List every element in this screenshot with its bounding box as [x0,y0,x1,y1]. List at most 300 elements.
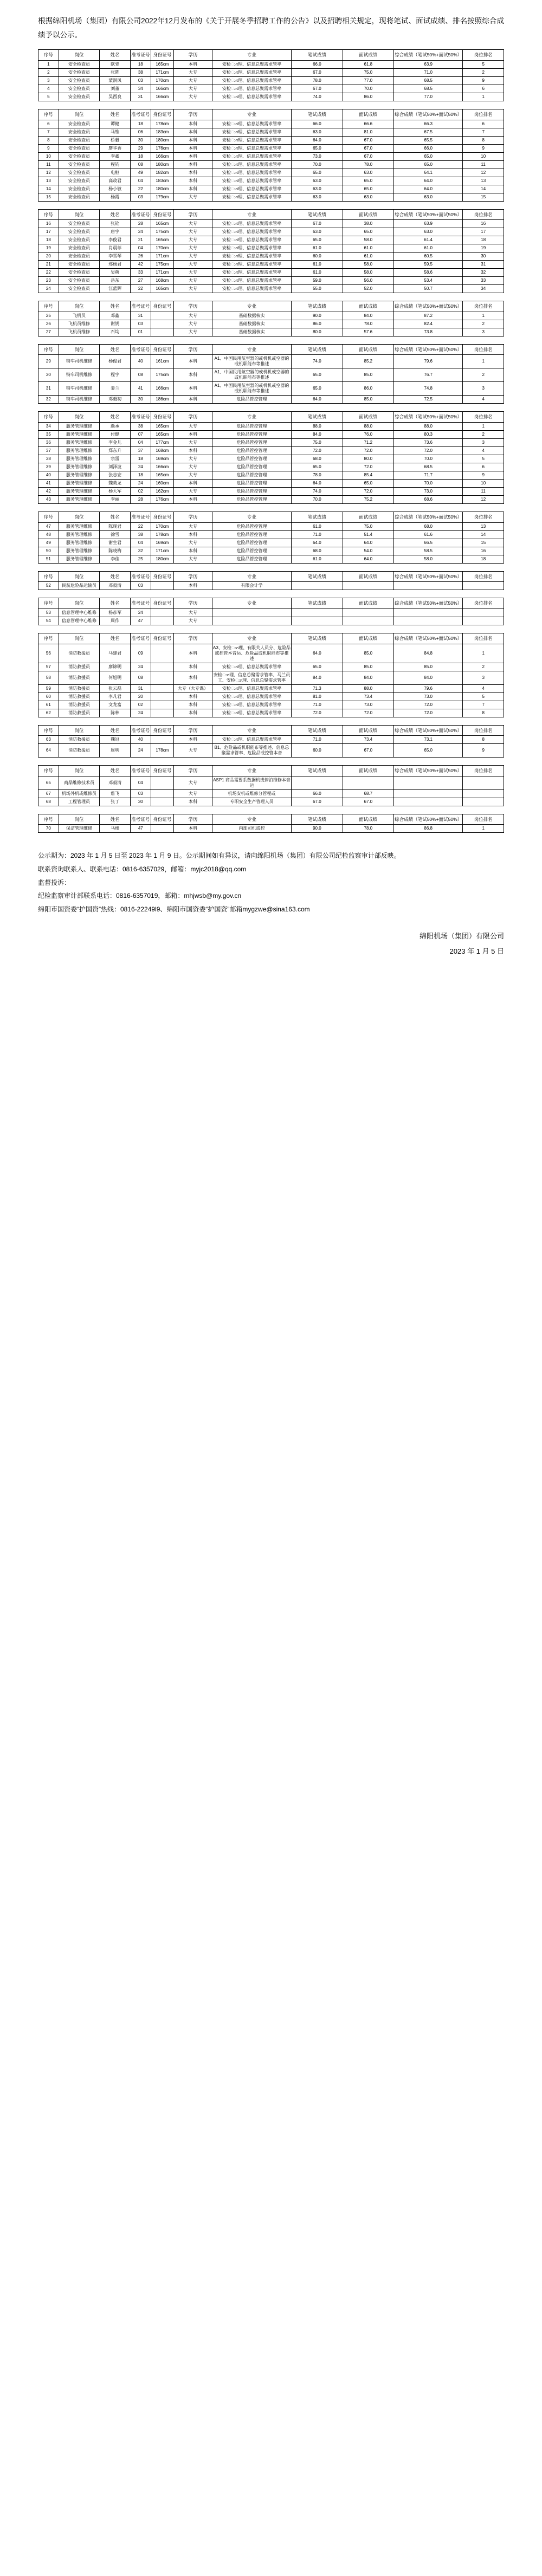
table-cell: 安检ುಗ理、信息总聚需求管率 [212,663,291,671]
table-cell: 24 [130,663,151,671]
table-cell: 6 [463,85,504,93]
table-cell: 服务管理维修 [59,539,100,547]
column-header: 笔试成绩 [292,209,343,220]
column-header: 序号 [38,512,59,523]
table-cell: 安检ುಗ理、信息总聚需求管率 [212,169,291,177]
column-header: 岗位排名 [463,50,504,61]
table-cell: 51 [38,555,59,563]
table-row [38,736,504,744]
table-row [38,530,504,539]
table-cell: 74.0 [292,488,343,496]
table-cell: 工程管理员 [59,798,100,806]
table-cell: 67.0 [343,798,393,806]
table-cell: 邓毅清 [100,582,131,590]
table-cell: 90.0 [292,312,343,320]
table-cell: 8 [463,736,504,744]
table-row [38,789,504,798]
column-header: 岗位排名 [463,766,504,776]
table-cell: 40 [130,355,151,368]
table-cell: 服务管理维修 [59,530,100,539]
table-row [38,798,504,806]
column-header: 身份证号 [151,512,173,523]
table-cell: 175cm [151,261,173,269]
column-header: 面试成绩 [343,725,393,736]
table-cell: 颜承 [100,423,131,431]
table-cell: 6 [38,120,59,128]
table-cell [151,709,173,717]
table-cell: 63.0 [343,193,393,201]
table-row [38,447,504,455]
table-cell: 33 [463,277,504,285]
column-header: 姓名 [100,571,131,582]
table-cell: 68.5 [393,463,462,471]
table-cell: 63.9 [393,60,462,68]
column-header: 岗位排名 [463,209,504,220]
table-header-row [38,633,504,644]
table-cell: 4 [463,684,504,692]
column-header: 综合成绩（笔试50%+面试50%） [393,209,462,220]
table-cell: 66.0 [292,60,343,68]
table-cell: 12 [463,496,504,504]
table-cell: 66.5 [393,539,462,547]
table-cell: 消防救援员 [59,663,100,671]
results-table [38,411,504,504]
table-cell: 文龙富 [100,701,131,709]
column-header: 笔试成绩 [292,109,343,120]
table-cell: 18 [130,120,151,128]
table-cell: 57 [38,663,59,671]
column-header: 序号 [38,412,59,423]
table-cell: 危险品管控管理 [212,455,291,463]
table-cell: 165cm [151,285,173,293]
table-cell: 81.0 [343,128,393,136]
column-header: 准考证号 [130,412,151,423]
table-cell: 61.8 [343,60,393,68]
table-header-row [38,301,504,312]
table-cell: 171cm [151,253,173,261]
table-row [38,228,504,236]
table-cell: 安全检查员 [59,177,100,185]
table-cell: 服务管理维修 [59,555,100,563]
table-cell: 30 [130,396,151,404]
table-cell: 73.0 [393,692,462,701]
table-cell [343,776,393,789]
column-header: 岗位 [59,633,100,644]
table-cell: 171cm [151,269,173,277]
table-cell: 李金儿 [100,439,131,447]
table-cell: 飞机员维修 [59,320,100,328]
table-cell: 86.0 [292,320,343,328]
table-row [38,261,504,269]
table-cell: 63.0 [292,185,343,193]
table-cell: 58.0 [343,236,393,244]
column-header: 岗位 [59,598,100,609]
column-header: 面试成绩 [343,512,393,523]
table-cell [393,609,462,617]
table-cell: 64.0 [393,185,462,193]
table-cell: 机场安机或维修分管程或 [212,789,291,798]
table-cell: 本科 [174,692,212,701]
table-cell: 谭健 [100,120,131,128]
table-row [38,120,504,128]
table-cell: 78.0 [292,76,343,85]
table-cell: 本科 [174,798,212,806]
table-cell: 180cm [151,185,173,193]
table-cell [393,776,462,789]
column-header: 学历 [174,633,212,644]
table-cell: 危险品管控管理 [212,447,291,455]
table-cell [151,320,173,328]
table-cell: 70.0 [393,455,462,463]
table-cell: 79.6 [393,355,462,368]
table-cell [463,582,504,590]
table-cell: 何旭明 [100,671,131,684]
table-cell: 165cm [151,220,173,228]
table-cell: 63.0 [393,193,462,201]
table-row [38,76,504,85]
column-header: 面试成绩 [343,412,393,423]
table-cell: 162cm [151,488,173,496]
table-cell: 张丁 [100,798,131,806]
table-cell: 5 [463,692,504,701]
column-header: 岗位 [59,412,100,423]
table-cell: 岳东 [100,277,131,285]
column-header: 笔试成绩 [292,301,343,312]
table-cell [343,582,393,590]
column-header: 准考证号 [130,209,151,220]
column-header: 面试成绩 [343,209,393,220]
results-table [38,633,504,717]
table-cell: 84.0 [292,431,343,439]
table-cell: 53.4 [393,277,462,285]
table-cell: 安全检查员 [59,68,100,76]
notice-intro: 根据绵阳机场（集团）有限公司2022年12月发布的《关于开展冬季招聘工作的公告》以及招聘相关规定，现将笔试、面试成绩、排名按照综合成绩予以公示。 [38,17,504,39]
column-header: 姓名 [100,109,131,120]
table-cell: 80.0 [343,455,393,463]
column-header: 准考证号 [130,598,151,609]
table-cell: 4 [463,447,504,455]
table-cell: 大专 [174,320,212,328]
table-cell [151,701,173,709]
table-cell: 178cm [151,744,173,758]
table-cell: 危险品管控管理 [212,396,291,404]
table-cell: 刘董 [100,85,131,93]
table-cell: 50 [38,547,59,555]
table-cell: 大专 [174,277,212,285]
table-cell: 59.5 [393,261,462,269]
table-cell: 危险品管控管理 [212,522,291,530]
table-cell: 11 [38,160,59,169]
table-cell: 67.0 [292,798,343,806]
table-cell: 服务管理维修 [59,447,100,455]
column-header: 学历 [174,301,212,312]
table-cell: 41 [38,480,59,488]
table-cell: 安检ುಗ理、信息总聚需求管率 [212,128,291,136]
table-cell: 63.0 [292,128,343,136]
table-cell: 本科 [174,152,212,160]
table-cell: 65.0 [343,228,393,236]
table-cell: 安全检查员 [59,160,100,169]
column-header: 姓名 [100,725,131,736]
table-cell: 65.0 [292,144,343,152]
results-table [38,301,504,336]
column-header: 姓名 [100,814,131,825]
table-cell: 40 [38,471,59,480]
table-cell: 58.5 [393,547,462,555]
table-cell: 32 [130,547,151,555]
column-header: 综合成绩（笔试50%+面试50%） [393,109,462,120]
column-header: 身份证号 [151,571,173,582]
table-cell: 30 [130,798,151,806]
table-cell: 64.0 [292,136,343,144]
table-cell: 180cm [151,555,173,563]
table-cell: 3 [463,439,504,447]
table-cell: 大专 [174,423,212,431]
table-cell: 25 [38,312,59,320]
table-cell: 危险品管控管理 [212,547,291,555]
table-cell: 65.0 [292,382,343,396]
table-cell: 消防救援员 [59,744,100,758]
table-cell [463,776,504,789]
table-cell: 服务管理维修 [59,547,100,555]
results-table [38,571,504,591]
table-cell [151,798,173,806]
table-cell: 安全检查员 [59,269,100,277]
table-cell: 38 [130,530,151,539]
table-row [38,177,504,185]
table-header-row [38,766,504,776]
table-cell: 徐雪 [100,530,131,539]
column-header: 姓名 [100,512,131,523]
table-cell: 大专 [174,285,212,293]
column-header: 专业 [212,598,291,609]
table-cell: 安检ುಗ理、信息总聚需求管率 [212,261,291,269]
table-cell [292,582,343,590]
table-cell: 60 [38,692,59,701]
table-cell: 39 [38,463,59,471]
table-cell: 1 [463,423,504,431]
table-header-row [38,512,504,523]
table-cell: 商品维修技术员 [59,776,100,789]
table-cell: 杨俊君 [100,355,131,368]
table-cell: 171cm [151,547,173,555]
table-cell: 18 [130,152,151,160]
column-header: 身份证号 [151,725,173,736]
table-row [38,555,504,563]
table-row [38,463,504,471]
column-header: 岗位排名 [463,412,504,423]
table-row [38,547,504,555]
table-cell: 53 [38,609,59,617]
table-cell: 消防救援员 [59,644,100,663]
table-cell: 80.3 [393,431,462,439]
table-row [38,825,504,833]
table-cell: 邓毅清 [100,776,131,789]
table-cell: 安全检查员 [59,193,100,201]
table-cell [212,617,291,625]
table-cell: 77.0 [393,93,462,101]
column-header: 学历 [174,50,212,61]
table-cell: 4 [463,396,504,404]
table-cell: 姜兰 [100,382,131,396]
table-cell: 180cm [151,160,173,169]
table-cell: 85.0 [343,368,393,382]
table-cell: 170cm [151,76,173,85]
column-header: 准考证号 [130,571,151,582]
table-cell: 64.0 [343,539,393,547]
table-cell: 82.4 [393,320,462,328]
table-cell: 大专 [174,76,212,85]
column-header: 准考证号 [130,301,151,312]
table-cell: 本科 [174,547,212,555]
table-cell: 本科 [174,663,212,671]
column-header: 岗位排名 [463,633,504,644]
results-table [38,814,504,833]
table-cell: 64.0 [343,555,393,563]
table-cell: 38 [38,455,59,463]
table-cell [151,609,173,617]
table-cell: 90.0 [292,825,343,833]
table-cell: 24 [130,609,151,617]
table-cell: 12 [463,169,504,177]
table-cell: 蒙洞凤 [100,76,131,85]
table-row [38,320,504,328]
table-cell: 3 [463,671,504,684]
table-cell: 49 [38,539,59,547]
table-cell: 安检ುಗ理、信息总聚需求管率 [212,193,291,201]
table-cell: 1 [38,60,59,68]
table-cell: 特车司机维修 [59,355,100,368]
column-header: 岗位 [59,766,100,776]
table-cell: 马楼 [100,825,131,833]
table-cell: 26 [130,253,151,261]
table-cell: 安全检查员 [59,152,100,160]
table-cell: 本科 [174,736,212,744]
table-cell: 大专 [174,439,212,447]
table-cell: 大专 [174,68,212,76]
column-header: 综合成绩（笔试50%+面试50%） [393,571,462,582]
table-cell: 江蓝辉 [100,285,131,293]
table-cell: 服务管理维修 [59,463,100,471]
table-cell: 机场外机或维修员 [59,789,100,798]
table-cell: 危险品管控管理 [212,439,291,447]
table-cell [151,663,173,671]
table-cell: 大专 [174,539,212,547]
table-cell: 危险品管控管理 [212,530,291,539]
table-cell: 本科 [174,382,212,396]
table-cell: 9 [463,471,504,480]
table-cell: 24 [130,463,151,471]
column-header: 综合成绩（笔试50%+面试50%） [393,766,462,776]
column-header: 姓名 [100,766,131,776]
table-cell: 63.0 [292,193,343,201]
table-cell: 22 [130,285,151,293]
table-row [38,328,504,336]
table-cell: 大专 [174,328,212,336]
column-header: 序号 [38,814,59,825]
table-cell: 73.6 [393,439,462,447]
table-cell: 本科 [174,355,212,368]
column-header: 学历 [174,109,212,120]
table-row [38,431,504,439]
table-cell: 2 [463,431,504,439]
table-cell: 大专 [174,193,212,201]
table-cell: 78.0 [343,825,393,833]
table-cell: 56.0 [343,277,393,285]
table-cell: 本科 [174,701,212,709]
table-cell: 大专 [174,253,212,261]
table-cell: 06 [130,128,151,136]
table-cell: 59.0 [292,277,343,285]
table-cell: 30 [130,136,151,144]
table-cell: 本科 [174,709,212,717]
table-cell: 安全检查员 [59,244,100,253]
table-cell: 75.2 [343,496,393,504]
note-line-1-text: 联系资询联系人、联系电话：0816-6357029，邮箱：myjc2018@qq.com [38,865,247,873]
table-cell: 本科 [174,396,212,404]
table-cell: 1 [463,312,504,320]
column-header: 身份证号 [151,766,173,776]
column-header: 身份证号 [151,50,173,61]
table-cell: 安检ುಗ理、信息总聚需求管率 [212,244,291,253]
table-cell: 65.0 [292,463,343,471]
table-cell: 02 [130,701,151,709]
table-cell: 177cm [151,439,173,447]
table-cell: 65.0 [393,160,462,169]
table-cell: 22 [38,269,59,277]
column-header: 学历 [174,344,212,355]
results-table [38,109,504,202]
column-header: 身份证号 [151,301,173,312]
table-cell: 72.0 [393,701,462,709]
table-cell: 大专 [174,93,212,101]
table-cell: 65.0 [393,152,462,160]
table-cell: 2 [463,368,504,382]
table-cell: 安检ುಗ理、信息总聚需求管率 [212,277,291,285]
table-cell: 37 [38,447,59,455]
table-header-row [38,412,504,423]
table-row [38,471,504,480]
table-cell: 信息管理中心维修 [59,609,100,617]
table-cell: 49 [130,169,151,177]
column-header: 专业 [212,344,291,355]
column-header: 专业 [212,633,291,644]
table-cell: 17 [38,228,59,236]
table-cell: 08 [130,368,151,382]
column-header: 学历 [174,725,212,736]
table-cell: 52.0 [343,285,393,293]
table-cell: 廖锦明 [100,663,131,671]
table-cell: 消防救援员 [59,692,100,701]
table-cell: 安全检查员 [59,76,100,85]
table-cell: 65.0 [343,185,393,193]
column-header: 综合成绩（笔试50%+面试50%） [393,301,462,312]
table-cell: 66.3 [393,120,462,128]
column-header: 姓名 [100,412,131,423]
table-cell: 8 [38,136,59,144]
table-cell: 63.9 [393,220,462,228]
table-cell: 安全检查员 [59,228,100,236]
table-cell: 5 [38,93,59,101]
column-header: 学历 [174,209,212,220]
table-cell: 危险品管控管理 [212,463,291,471]
table-cell: 68 [38,798,59,806]
note-line-3: 纪检监察审计部联系电话：0816-6357019，邮箱：mhjwsb@my.gov.cn [38,892,242,900]
table-cell: 本科 [174,582,212,590]
table-cell: 50.7 [393,285,462,293]
table-cell: 消防救援员 [59,701,100,709]
table-cell [151,776,173,789]
